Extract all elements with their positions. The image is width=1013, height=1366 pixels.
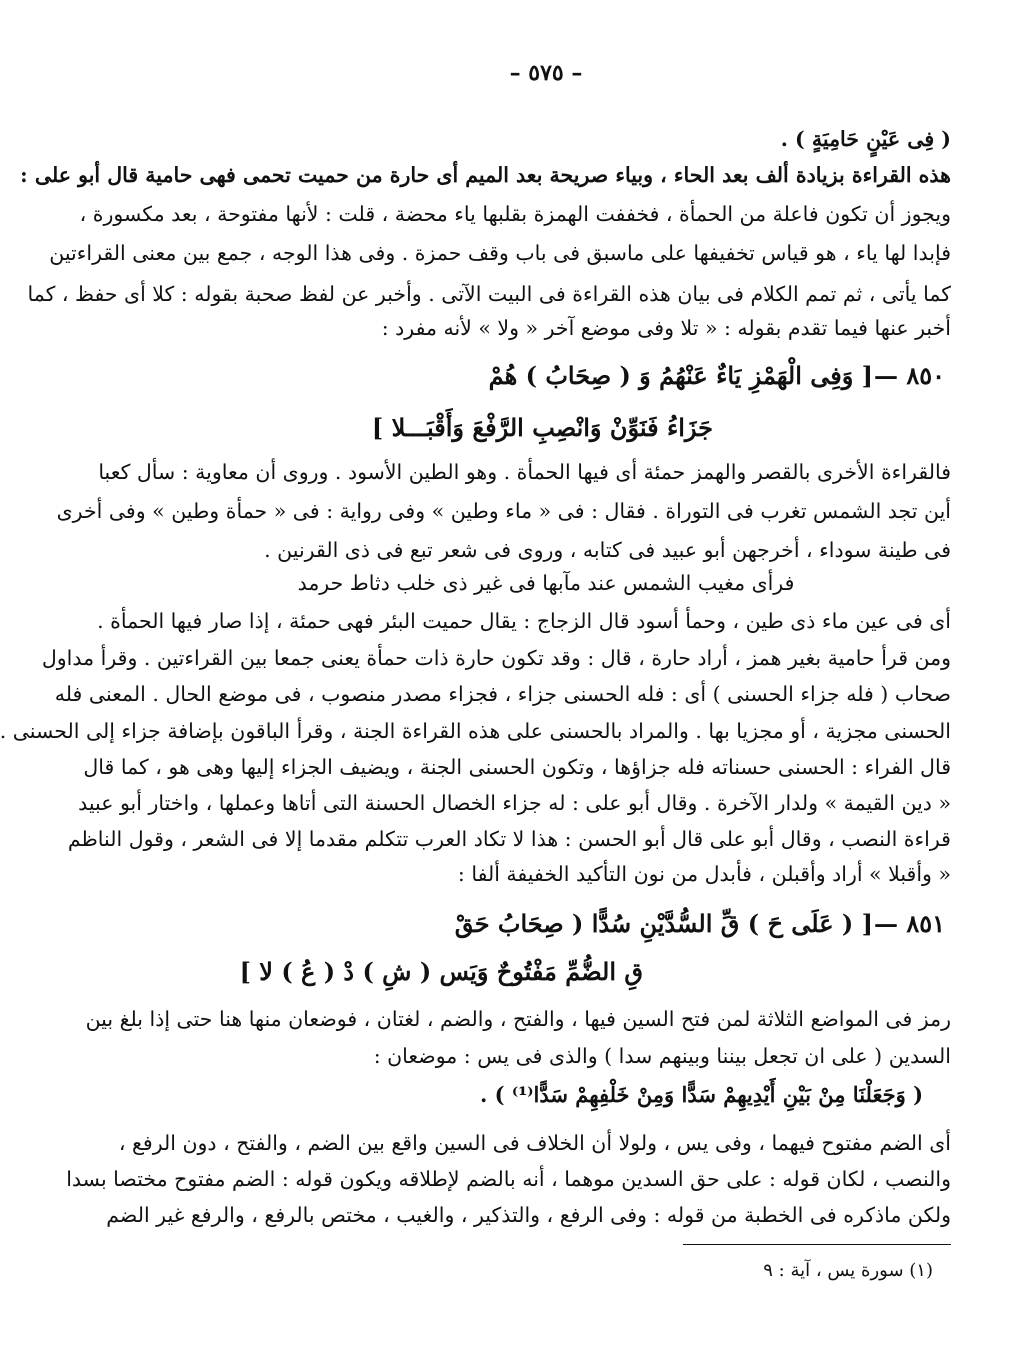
verse-line: [ وَفِى الْهَمْزِ يَاءٌ عَنْهُمُ وَ ( صِحَابُ ) هُمْ [488,361,873,390]
text-line: ولكن ماذكره فى الخطبة من قوله : وفى الرفع ، والتذكير ، والغيب ، مختص بالرفع ، والرفع غير الضم [106,1203,951,1227]
verse-number: ٨٥٠ — [873,361,945,390]
verse-number: ٨٥١ — [873,909,945,938]
text-line: فى طينة سوداء ، أخرجهن أبو عبيد فى كتابه ، وروى فى شعر تبع فى ذى القرنين . [264,538,951,562]
text-line: والنصب ، لكان قوله : على حق السدين موهما ، أنه بالضم لإطلاقه ويكون قوله : الضم مفتوح مختصا بسدا [66,1167,951,1191]
text-line: أخبر عنها فيما تقدم بقوله : « تلا وفى موضع آخر « ولا » لأنه مفرد : [381,316,951,340]
text-line: فالقراءة الأخرى بالقصر والهمز حمئة أى فيها الحمأة . وهو الطين الأسود . وروى أن معاوية : سأل كعبا [98,460,951,484]
text-line: رمز فى المواضع الثلاثة لمن فتح السين فيها ، والفتح ، والضم ، لغتان ، فوضعان منها هنا حتى إذا بلغ بين [85,1007,951,1031]
text-line: كما يأتى ، ثم تمم الكلام فى بيان هذه القراءة فى البيت الآتى . وأخبر عن لفظ صحبة بقوله : كلا أى حفظ ، كما [27,282,951,306]
verse-line: قِ الضُّمِّ مَفْتُوحٌ وَيَس ( شِ ) دْ ( عُ ) لا ] [239,957,643,986]
verse-line: جَزَاءُ فَنَوِّنْ وَانْصِبِ الرَّفْعَ وَأَقْبَـــلا ] [371,413,713,442]
poem-line: فرأى مغيب الشمس عند مآبها فى غير ذى خلب دثاط حرمد [297,571,795,595]
quoted-phrase-heading: ( فِى عَيْنٍ حَامِيَةٍ ) . [780,127,951,151]
text-line: « وأقبلا » أراد وأقبلن ، فأبدل من نون التأكيد الخفيفة ألفا : [457,862,951,886]
text-line: فإبدا لها ياء ، هو قياس تخفيفها على ماسبق فى باب وقف حمزة . وفى هذا الوجه ، جمع بين معنى القراءتين [49,241,951,265]
text-line: « دين القيمة » ولدار الآخرة . وقال أبو على : له جزاء الخصال الحسنة التى أتاها وعملها ، واختار أبو عبيد [78,791,951,815]
quran-quote: ( وَجَعَلْنَا مِنْ بَيْنِ أَيْدِيهِمْ سَدًّا وَمِنْ خَلْفِهِمْ سَدًّا⁽¹⁾ ) . [479,1082,923,1107]
page-number: – ٥٧٥ – [509,60,583,86]
text-line: أى فى عين ماء ذى طين ، وحمأ أسود قال الزجاج : يقال حميت البئر فهى حمئة ، إذا صار فيها الحمأة . [97,609,951,633]
text-line: أى الضم مفتوح فيهما ، وفى يس ، ولولا أن الخلاف فى السين واقع بين الضم ، والفتح ، دون الرفع ، [118,1131,951,1155]
text-line: الحسنى مجزية ، أو مجزيا بها . والمراد بالحسنى على هذه القراءة الجنة ، وقرأ الباقون بإضافة جزاء إلى الحسنى . [0,719,951,743]
text-line: السدين ( على ان تجعل بيننا وبينهم سدا ) والذى فى يس : موضعان : [373,1044,951,1068]
text-line: هذه القراءة بزيادة ألف بعد الحاء ، وبياء صريحة بعد الميم أى حارة من حميت تحمى فهى حامية قال أبو على : [20,163,951,187]
verse-line: [ ( عَلَى حَ ) قِّ السُّدَّيْنِ سُدًّا ( صِحَابُ حَقْ [454,909,873,938]
text-line: قراءة النصب ، وقال أبو على قال أبو الحسن : هذا لا تكاد العرب تتكلم مقدما إلا فى الشعر ، وقول الناظم [67,827,951,851]
text-line: أين تجد الشمس تغرب فى التوراة . فقال : فى « ماء وطين » وفى رواية : فى « حمأة وطين » وفى أخرى [56,499,951,523]
text-line: قال الفراء : الحسنى حسناته فله جزاؤها ، وتكون الحسنى الجنة ، ويضيف الجزاء إليها وهى هو ، كما قال [83,755,951,779]
text-line: ويجوز أن تكون فاعلة من الحمأة ، فخففت الهمزة بقلبها ياء محضة ، قلت : لأنها مفتوحة ، بعد مكسورة ، [79,202,951,226]
footnote: (١) سورة يس ، آية : ٩ [763,1260,933,1281]
footnote-rule [683,1244,951,1245]
text-line: صحاب ( فله جزاء الحسنى ) أى : فله الحسنى جزاء ، فجزاء مصدر منصوب ، فى موضع الحال . المعنى فله [54,682,951,706]
text-line: ومن قرأ حامية بغير همز ، أراد حارة ، قال : وقد تكون حارة ذات حمأة يعنى جمعا بين القراءتين . وقرأ مداول [41,646,951,670]
